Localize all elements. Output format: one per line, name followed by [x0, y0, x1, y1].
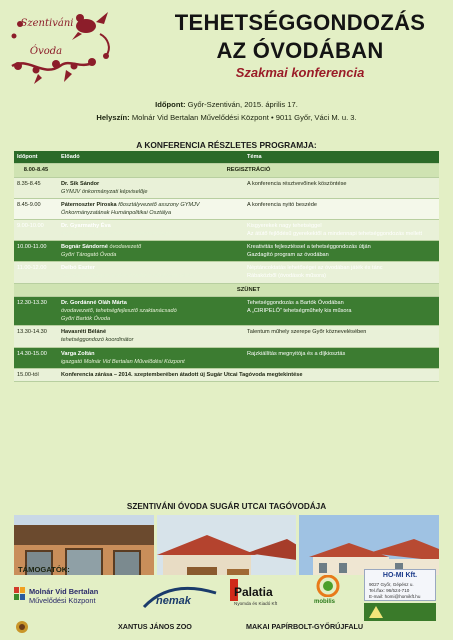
sponsor-nemak [140, 583, 220, 611]
sponsors-section [0, 565, 453, 640]
event-time [0, 100, 453, 109]
sponsor-palatia-sub: Nyomda és Kiadó Kft [234, 601, 278, 606]
table-row [14, 368, 439, 381]
schedule-table [14, 151, 439, 382]
topic-cell: Tehetséggondozás a Bartók Óvodában A „CIRIPELŐ” tehetségműhely kis műsora [244, 296, 439, 325]
time-cell: 12.30-13.30 [14, 296, 58, 325]
community-center-icon [14, 587, 26, 601]
topic-cell: Kreativitás fejlesztéssel a tehetséggondozás útján Gazdagító program az óvodában [244, 241, 439, 262]
speaker-name: Bognár Sándorné [61, 244, 108, 251]
topic-cell: Kisgyerekek nagy tehetséggel Az átütő fejlődésű gyerekektől a mindennapi tehetséggondozás mellett [244, 219, 439, 240]
logo-text-top: Szentiváni [20, 18, 74, 29]
speaker-name: Delbó Eszter [61, 265, 95, 272]
sponsor-mobilis [304, 575, 356, 615]
sponsor-zoo: XANTUS JÁNOS ZOO [118, 622, 192, 631]
topic-cell: Talentum műhely szerepe Győr köznevelésében [244, 326, 439, 347]
speaker-cell [58, 347, 244, 368]
sponsor-homi-line1: 9027 Győr, Gépész u. [369, 582, 414, 587]
sponsor-mobilis-text: mobilis [314, 599, 336, 605]
logo-text-bottom: Óvoda [29, 46, 63, 57]
sponsor-homi [364, 569, 436, 601]
time-label: Időpont: [155, 100, 186, 109]
column-header-topic: Téma [244, 151, 439, 164]
speaker-role-inline: főosztályvezető asszony GYMJV Önkormányzatának Humánpolitikai Osztálya [61, 201, 200, 216]
time-cell: 11.00-12.00 [14, 262, 58, 283]
time-cell: 8.45-9.00 [14, 198, 58, 219]
sponsor-green-badge [364, 603, 436, 621]
sponsor-homi-line3: E-mail: homi@homikft.hu [369, 594, 421, 599]
sunflower-icon [14, 619, 38, 635]
column-header-speaker: Előadó [58, 151, 244, 164]
speaker-name: Dr. Gyarmathy Éva [61, 222, 111, 229]
program-title: A KONFERENCIA RÉSZLETES PROGRAMJA: [136, 140, 317, 150]
sponsor-palatia [230, 579, 298, 615]
sponsor-nemak-text: nemak [156, 595, 191, 607]
speaker-role-inline: óvodavezető [107, 244, 142, 251]
speaker-role: klinikai és neveléslélektani szakpszichológus [61, 231, 173, 238]
schedule-body [14, 164, 439, 382]
speaker-role: néptánc pedagógus Etalon Alapfokú művészeti iskola [61, 273, 194, 280]
section-label: SZÜNET [58, 283, 439, 296]
table-row [14, 219, 439, 240]
sponsor-homi-name: HO-MI Kft. [382, 572, 418, 579]
place-label: Helyszín: [96, 113, 130, 122]
column-header-time: Időpont [14, 151, 58, 164]
speaker-name: Dr. Sik Sándor [61, 180, 100, 187]
speaker-name: Páternoszter Piroska [61, 201, 117, 208]
event-place [0, 113, 453, 122]
table-header-row [14, 151, 439, 164]
speaker-role: óvodavezető, tehetségfejlesztő szaktanácsadó Győri Bartók Óvoda [61, 308, 177, 323]
mobilis-logo-icon [314, 575, 342, 597]
speaker-role: Győri Tárogató Óvoda [61, 252, 117, 259]
place-value: Molnár Vid Bertalan Művelődési Központ • 9011 Győr, Váci M. u. 3. [131, 113, 357, 122]
speaker-role: igazgató Molnár Vid Bertalan Művelődési Központ [61, 358, 185, 365]
closing-cell [58, 368, 439, 381]
speaker-cell [58, 262, 244, 283]
break-row [14, 283, 439, 296]
subtitle: Szakmai konferencia [235, 65, 365, 80]
time-cell: 9.00-10.00 [14, 219, 58, 240]
sponsor-badge-icon [368, 605, 384, 619]
table-row [14, 347, 439, 368]
time-cell: 8.35-8.45 [14, 177, 58, 198]
title-line-2: AZ ÓVODÁBAN [216, 38, 384, 63]
topic-cell: Néptáncoktatás lehetőségei az óvodában játék és tánc Rábaközből (óvodások műsora) [244, 262, 439, 283]
speaker-cell [58, 198, 244, 219]
logo [8, 4, 126, 86]
sponsor-palatia-text: Palatia [234, 585, 273, 599]
time-cell: 10.00-11.00 [14, 241, 58, 262]
speaker-cell [58, 241, 244, 262]
closing-text: Konferencia zárása – 2014. szeptemberében átadott új Sugár Utcai Tagóvoda megtekintése [61, 371, 303, 378]
title-line-1: TEHETSÉGGONDOZÁS [174, 10, 426, 35]
table-row [14, 241, 439, 262]
time-cell: 8.00-8.45 [14, 164, 58, 177]
sponsors-title: TÁMOGATÓK: [18, 565, 70, 574]
time-cell: 13.30-14.30 [14, 326, 58, 347]
section-label: REGISZTRÁCIÓ [58, 164, 439, 177]
time-value: Győr-Szentiván, 2015. április 17. [187, 100, 298, 109]
sponsor-molnar-line1: Molnár Vid Bertalan [29, 587, 99, 596]
sponsor-papir: MAKAI PAPÍRBOLT-GYŐRÚJFALU [246, 622, 364, 631]
speaker-role: GYMJV önkormányzati képviselője [61, 188, 148, 195]
speaker-name: Varga Zoltán [61, 350, 95, 357]
speaker-cell [58, 296, 244, 325]
sponsor-molnar-line2: Művelődési Központ [29, 596, 96, 605]
registration-row [14, 164, 439, 177]
table-row [14, 296, 439, 325]
sponsor-homi-line2: Tel./fax: 96/524-710 [369, 588, 410, 593]
photos-title: SZENTIVÁNI ÓVODA SUGÁR UTCAI TAGÓVODÁJA [126, 502, 327, 511]
topic-cell: Rajzkiállítás megnyitója és a díjkiosztás [244, 347, 439, 368]
table-row [14, 326, 439, 347]
topic-cell: A konferencia nyitó beszéde [244, 198, 439, 219]
time-cell: 14.30-15.00 [14, 347, 58, 368]
table-row [14, 198, 439, 219]
sponsor-brown-logo [14, 619, 38, 635]
table-row [14, 262, 439, 283]
speaker-name: Dr. Gordánné Oláh Márta [61, 299, 127, 306]
topic-cell: A konferencia résztvevőinek köszöntése [244, 177, 439, 198]
time-cell: 15.00-tól [14, 368, 58, 381]
speaker-role: tehetséggondozó koordinátor [61, 337, 134, 344]
header [0, 0, 453, 92]
speaker-cell [58, 326, 244, 347]
time-cell [14, 283, 58, 296]
speaker-cell [58, 219, 244, 240]
speaker-cell [58, 177, 244, 198]
speaker-name: Havasréti Béláné [61, 329, 107, 336]
table-row [14, 177, 439, 198]
